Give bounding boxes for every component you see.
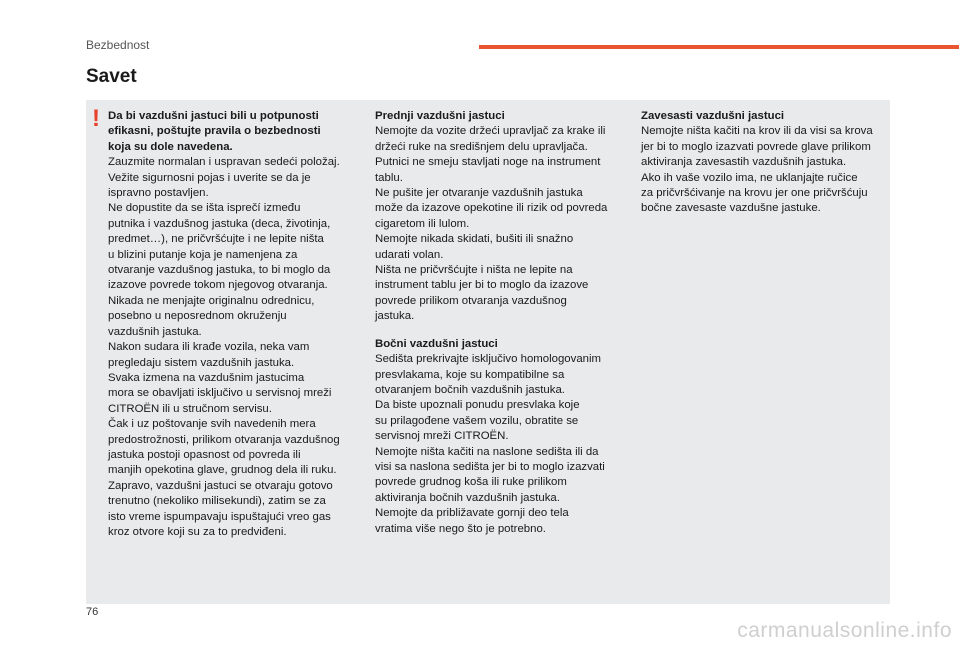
front-airbags-heading: Prednji vazdušni jastuci [375, 110, 505, 122]
page-number: 76 [86, 606, 99, 618]
side-airbags-heading: Bočni vazdušni jastuci [375, 337, 498, 350]
page-title: Savet [86, 66, 137, 87]
section-label: Bezbednost [86, 38, 150, 52]
watermark: carmanualsonline.info [737, 619, 952, 642]
side-airbags-text: Sedišta prekrivajte isključivo homologovanim presvlakama, koje su kompatibilne sa otvaranjem bočnih vazdušnih jastuka. Da biste upoznali ponudu presvlaka koje su prilagođene vašem vozilu, obratite se servisnoj mreži CITROËN. Nemojte ništa kačiti na naslone sedišta ili da visi sa naslona sedišta jer bi to moglo izazvati povrede grudnog koša ili ruke prilikom aktiviranja bočnih vazdušnih jastuka. Nemojte da približavate gornji deo tela vratima više nego što je potrebno. [375, 353, 605, 535]
column-general-advice [108, 109, 366, 540]
column-curtain-airbags [641, 109, 891, 217]
header-accent-rule [479, 45, 959, 49]
curtain-airbags-text: Nemojte ništa kačiti na krov ili da visi sa krova jer bi to moglo izazvati povrede glave prilikom aktiviranja zavesastih vazdušnih jastuka. Ako ih vaše vozilo ima, ne uklanjajte ručice za pričvršćivanje na krovu jer one pričvršćuju bočne zavesaste vazdušne jastuke. [641, 125, 873, 215]
exclamation-warning-icon: ! [92, 105, 100, 132]
front-airbags-text: Nemojte da vozite držeći upravljač za krake ili držeći ruke na središnjem delu upravljača. Putnici ne smeju stavljati noge na instrument tablu. Ne pušite jer otvaranje vazdušnih jastuka može da izazove opekotine ili rizik od povreda cigaretom ili lulom. Nemojte nikada skidati, bušiti ili snažno udarati volan. Ništa ne pričvršćujte i ništa ne lepite na instrument tablu jer bi to moglo da izazove povrede prilikom otvaranja vazdušnog jastuka. [375, 125, 608, 323]
column-front-side-airbags [375, 109, 633, 537]
curtain-airbags-heading: Zavesasti vazdušni jastuci [641, 110, 785, 122]
advice-intro: Da bi vazdušni jastuci bili u potpunosti efikasni, poštujte pravila o bezbednosti koja su dole navedena. [108, 110, 321, 153]
advice-body: Zauzmite normalan i uspravan sedeći položaj. Vežite sigurnosni pojas i uverite se da je ispravno postavljen. Ne dopustite da se išta isprečí između putnika i vazdušnog jastuka (deca, životinja, predmet…), ne pričvršćujte i ne lepite ništa u blizini putanje koja je namenjena za otvaranje vazdušnog jastuka, to bi moglo da izazove povrede tokom njegovog otvaranja. Nikada ne menjajte originalnu odrednicu, posebno u neposrednom okruženju vazdušnih jastuka. Nakon sudara ili krađe vozila, neka vam pregledaju sistem vazdušnih jastuka. Svaka izmena na vazdušnim jastucima mora se obavljati isključivo u servisnoj mreži CITROËN ili u stručnom servisu. Čak i uz poštovanje svih navedenih mera predostrožnosti, prilikom otvaranja vazdušnog jastuka postoji opasnost od povreda ili manjih opekotina glave, grudnog dela ili ruku. Zapravo, vazdušni jastuci se otvaraju gotovo trenutno (nekoliko milisekundi), zatim se za isto vreme ispumpavaju ispuštajući vreo gas kroz otvore koji su za to predviđeni. [108, 156, 340, 538]
